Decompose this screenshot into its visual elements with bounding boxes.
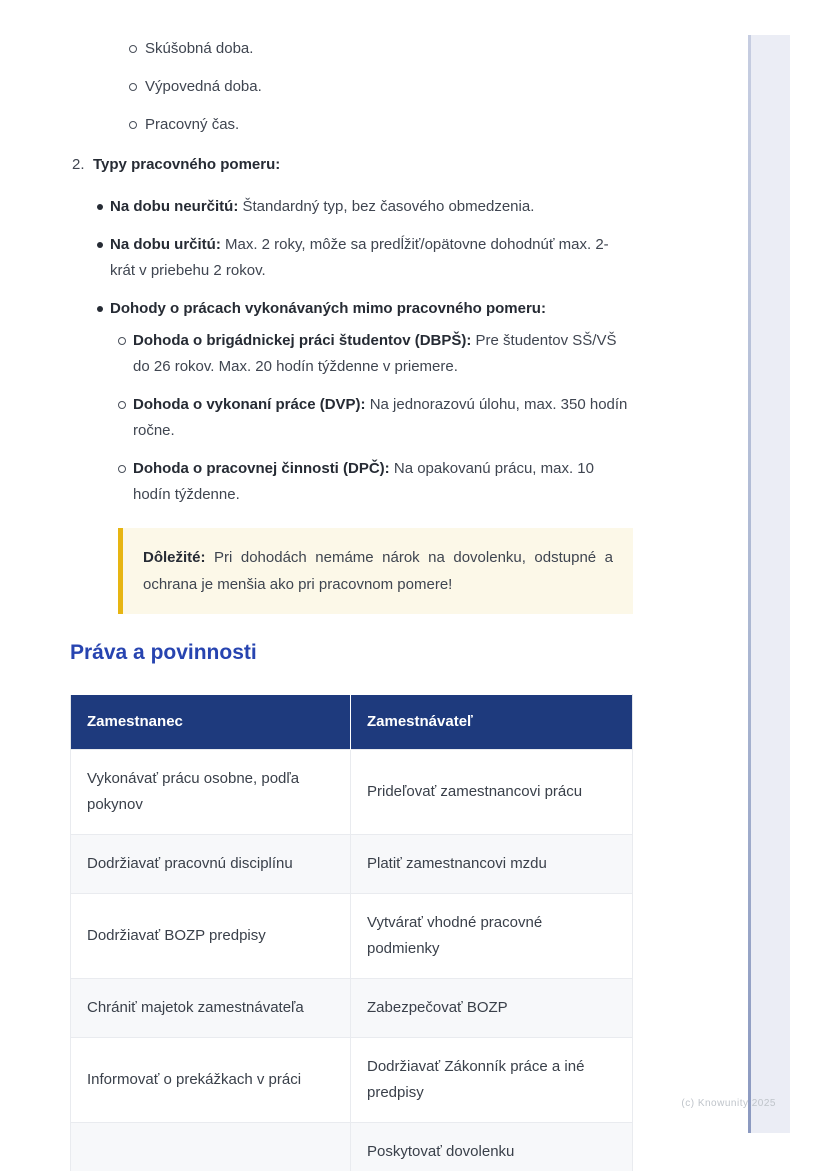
list-number: 2. xyxy=(72,156,85,173)
document-content xyxy=(70,36,633,1171)
list-item-text: Pracovný čas. xyxy=(145,116,240,133)
table-header-employee: Zamestnanec xyxy=(71,695,351,750)
table-row xyxy=(71,835,633,894)
list-item-lead: Na dobu neurčitú: xyxy=(110,198,239,215)
list-item-text: Max. 2 roky, môže sa predĺžiť/opätovne dohodnúť max. 2-krát v priebehu 2 rokov. xyxy=(110,236,609,279)
list-item-lead: Dohoda o brigádnickej práci študentov (DBPŠ): xyxy=(133,332,472,349)
table-cell: Chrániť majetok zamestnávateľa xyxy=(71,979,351,1038)
list-item xyxy=(145,74,633,100)
note-text: Pri dohodách nemáme nárok na dovolenku, odstupné a ochrana je menšia ako pri pracovnom pomere! xyxy=(143,549,613,593)
table-cell: Informovať o prekážkach v práci xyxy=(71,1038,351,1123)
list-item xyxy=(110,232,633,284)
table-cell xyxy=(71,1123,351,1171)
rights-duties-table xyxy=(70,694,633,1171)
table-cell: Poskytovať dovolenku xyxy=(351,1123,633,1171)
list-item-text: Pre študentov SŠ/VŠ do 26 rokov. Max. 20 hodín týždenne v priemere. xyxy=(133,332,617,375)
list-item xyxy=(133,328,633,380)
list-item-text: Štandardný typ, bez časového obmedzenia. xyxy=(242,198,535,215)
list-item xyxy=(133,392,633,444)
list-item-text: Výpovedná doba. xyxy=(145,78,262,95)
table-cell: Vykonávať prácu osobne, podľa pokynov xyxy=(71,750,351,835)
list-item-lead: Dohoda o pracovnej činnosti (DPČ): xyxy=(133,460,390,477)
list-item xyxy=(110,296,633,508)
list-item xyxy=(145,112,633,138)
table-header-employer: Zamestnávateľ xyxy=(351,695,633,750)
scrollbar-track[interactable] xyxy=(749,35,790,1133)
scrollbar-thumb[interactable] xyxy=(748,35,751,1133)
agreements-sublist xyxy=(110,328,633,508)
important-note-callout xyxy=(118,528,633,614)
table-row xyxy=(71,1038,633,1123)
table-header-row xyxy=(71,695,633,750)
section-title: Práva a povinnosti xyxy=(70,641,257,664)
table-cell: Platiť zamestnancovi mzdu xyxy=(351,835,633,894)
table-cell: Dodržiavať pracovnú disciplínu xyxy=(71,835,351,894)
table-row xyxy=(71,1123,633,1171)
list-item xyxy=(133,456,633,508)
contract-types-list xyxy=(70,194,633,508)
numbered-item-contract-types xyxy=(70,152,633,178)
table-cell: Dodržiavať BOZP predpisy xyxy=(71,894,351,979)
list-item-lead: Dohody o prácach vykonávaných mimo pracovného pomeru: xyxy=(110,300,546,317)
note-lead: Dôležité: xyxy=(143,549,206,566)
table-cell: Dodržiavať Zákonník práce a iné predpisy xyxy=(351,1038,633,1123)
list-item-lead: Na dobu určitú: xyxy=(110,236,221,253)
table-row xyxy=(71,979,633,1038)
numbered-item-title: Typy pracovného pomeru: xyxy=(93,156,281,173)
list-item xyxy=(145,36,633,62)
table-row xyxy=(71,750,633,835)
table-cell: Vytvárať vhodné pracovné podmienky xyxy=(351,894,633,979)
list-item-text: Na jednorazovú úlohu, max. 350 hodín ročne. xyxy=(133,396,628,439)
contract-elements-list xyxy=(70,36,633,138)
list-item-text: Skúšobná doba. xyxy=(145,40,254,57)
table-cell: Prideľovať zamestnancovi prácu xyxy=(351,750,633,835)
list-item xyxy=(110,194,633,220)
watermark: (c) Knowunity 2025 xyxy=(681,1098,776,1109)
table-row xyxy=(71,894,633,979)
list-item-text: Na opakovanú prácu, max. 10 hodín týždenne. xyxy=(133,460,594,503)
list-item-lead: Dohoda o vykonaní práce (DVP): xyxy=(133,396,366,413)
table-cell: Zabezpečovať BOZP xyxy=(351,979,633,1038)
